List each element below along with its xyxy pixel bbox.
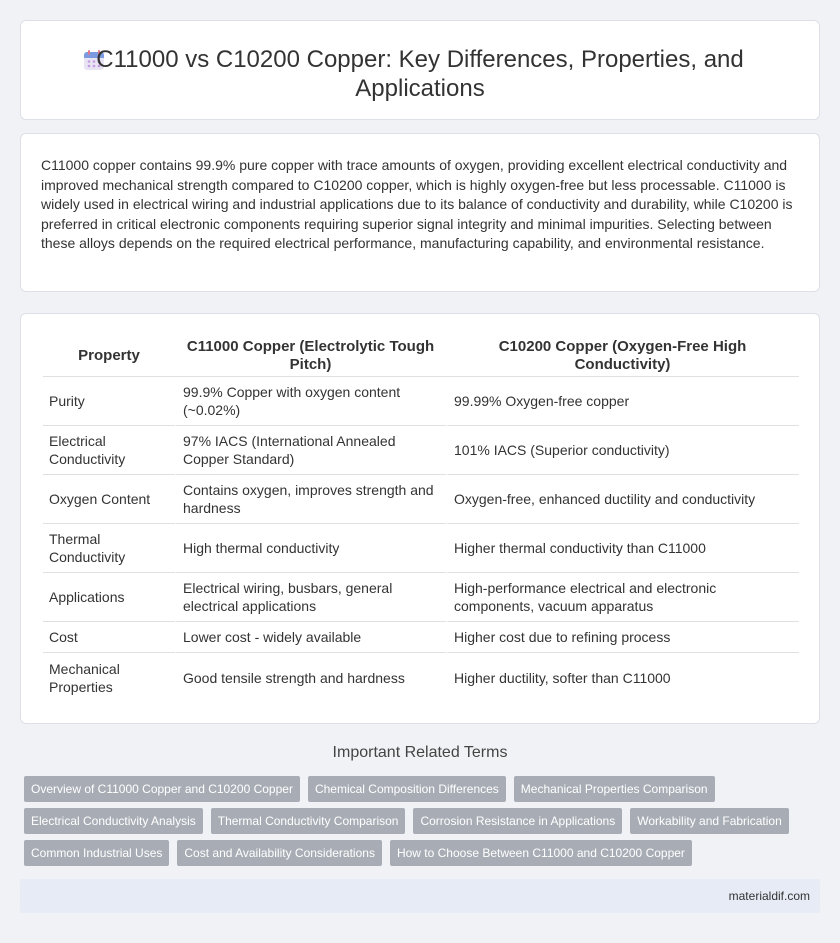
table-row <box>43 524 799 573</box>
c10200-cell: Oxygen-free, enhanced ductility and conductivity <box>446 475 799 524</box>
tag-mechanical-properties[interactable]: Mechanical Properties Comparison <box>514 776 715 802</box>
property-cell: Electrical Conductivity <box>43 426 175 475</box>
c11000-cell: Electrical wiring, busbars, general electrical applications <box>175 573 446 622</box>
table-header-row <box>43 336 799 377</box>
property-cell: Oxygen Content <box>43 475 175 524</box>
table-row <box>43 573 799 622</box>
table-row <box>43 426 799 475</box>
summary-card <box>20 133 820 292</box>
tag-row <box>24 776 820 802</box>
c10200-cell: 99.99% Oxygen-free copper <box>446 377 799 426</box>
table-row <box>43 622 799 653</box>
tag-cost-availability[interactable]: Cost and Availability Considerations <box>177 840 382 866</box>
comparison-table <box>43 336 799 702</box>
tag-corrosion-resistance[interactable]: Corrosion Resistance in Applications <box>413 808 622 834</box>
header-property: Property <box>43 336 175 377</box>
tag-how-to-choose[interactable]: How to Choose Between C11000 and C10200 Copper <box>390 840 692 866</box>
property-cell: Thermal Conductivity <box>43 524 175 573</box>
c10200-cell: High-performance electrical and electronic components, vacuum apparatus <box>446 573 799 622</box>
tag-electrical-conductivity[interactable]: Electrical Conductivity Analysis <box>24 808 203 834</box>
c11000-cell: High thermal conductivity <box>175 524 446 573</box>
tag-row <box>24 840 820 866</box>
c11000-cell: 97% IACS (International Annealed Copper Standard) <box>175 426 446 475</box>
related-terms-tags <box>24 776 820 872</box>
c11000-cell: Contains oxygen, improves strength and hardness <box>175 475 446 524</box>
title-card <box>20 20 820 120</box>
property-cell: Mechanical Properties <box>49 660 120 695</box>
header-c11000: C11000 Copper (Electrolytic Tough Pitch) <box>175 336 446 377</box>
related-terms-heading: Important Related Terms <box>332 744 508 761</box>
header-c10200: C10200 Copper (Oxygen-Free High Conductivity) <box>446 336 799 377</box>
tag-overview[interactable]: Overview of C11000 Copper and C10200 Copper <box>24 776 300 802</box>
tag-thermal-conductivity[interactable]: Thermal Conductivity Comparison <box>211 808 406 834</box>
tag-industrial-uses[interactable]: Common Industrial Uses <box>24 840 169 866</box>
tag-workability[interactable]: Workability and Fabrication <box>630 808 789 834</box>
c10200-cell: Higher thermal conductivity than C11000 <box>446 524 799 573</box>
table-row <box>43 653 799 702</box>
property-cell: Applications <box>43 573 175 622</box>
tag-row <box>24 808 820 834</box>
footer-site-link[interactable]: materialdif.com <box>728 889 810 903</box>
table-row <box>43 475 799 524</box>
c11000-cell: 99.9% Copper with oxygen content (~0.02%) <box>175 377 446 426</box>
c10200-cell: 101% IACS (Superior conductivity) <box>446 426 799 475</box>
tag-chemical-composition[interactable]: Chemical Composition Differences <box>308 776 506 802</box>
c10200-cell: Higher cost due to refining process <box>446 622 799 653</box>
page-title: C11000 vs C10200 Copper: Key Differences, Properties, and Applications <box>96 46 744 102</box>
table-row <box>43 377 799 426</box>
property-cell: Cost <box>43 622 175 653</box>
property-cell: Purity <box>43 377 175 426</box>
c10200-cell: Higher ductility, softer than C11000 <box>446 653 799 702</box>
comparison-table-card <box>20 313 820 724</box>
footer <box>20 879 820 913</box>
c11000-cell: Lower cost - widely available <box>175 622 446 653</box>
summary-paragraph: C11000 copper contains 99.9% pure copper with trace amounts of oxygen, providing excellent electrical conductivity and improved mechanical strength compared to C10200 copper, which is highly oxygen-free but less processable. C11000 is widely used in electrical wiring and industrial applications due to its balance of conductivity and durability, while C10200 is preferred in critical electronic components requiring superior signal integrity and minimal impurities. Selecting between these alloys depends on the required electrical performance, manufacturing capability, and environmental resistance. <box>41 157 793 251</box>
c11000-cell: Good tensile strength and hardness <box>175 653 446 702</box>
